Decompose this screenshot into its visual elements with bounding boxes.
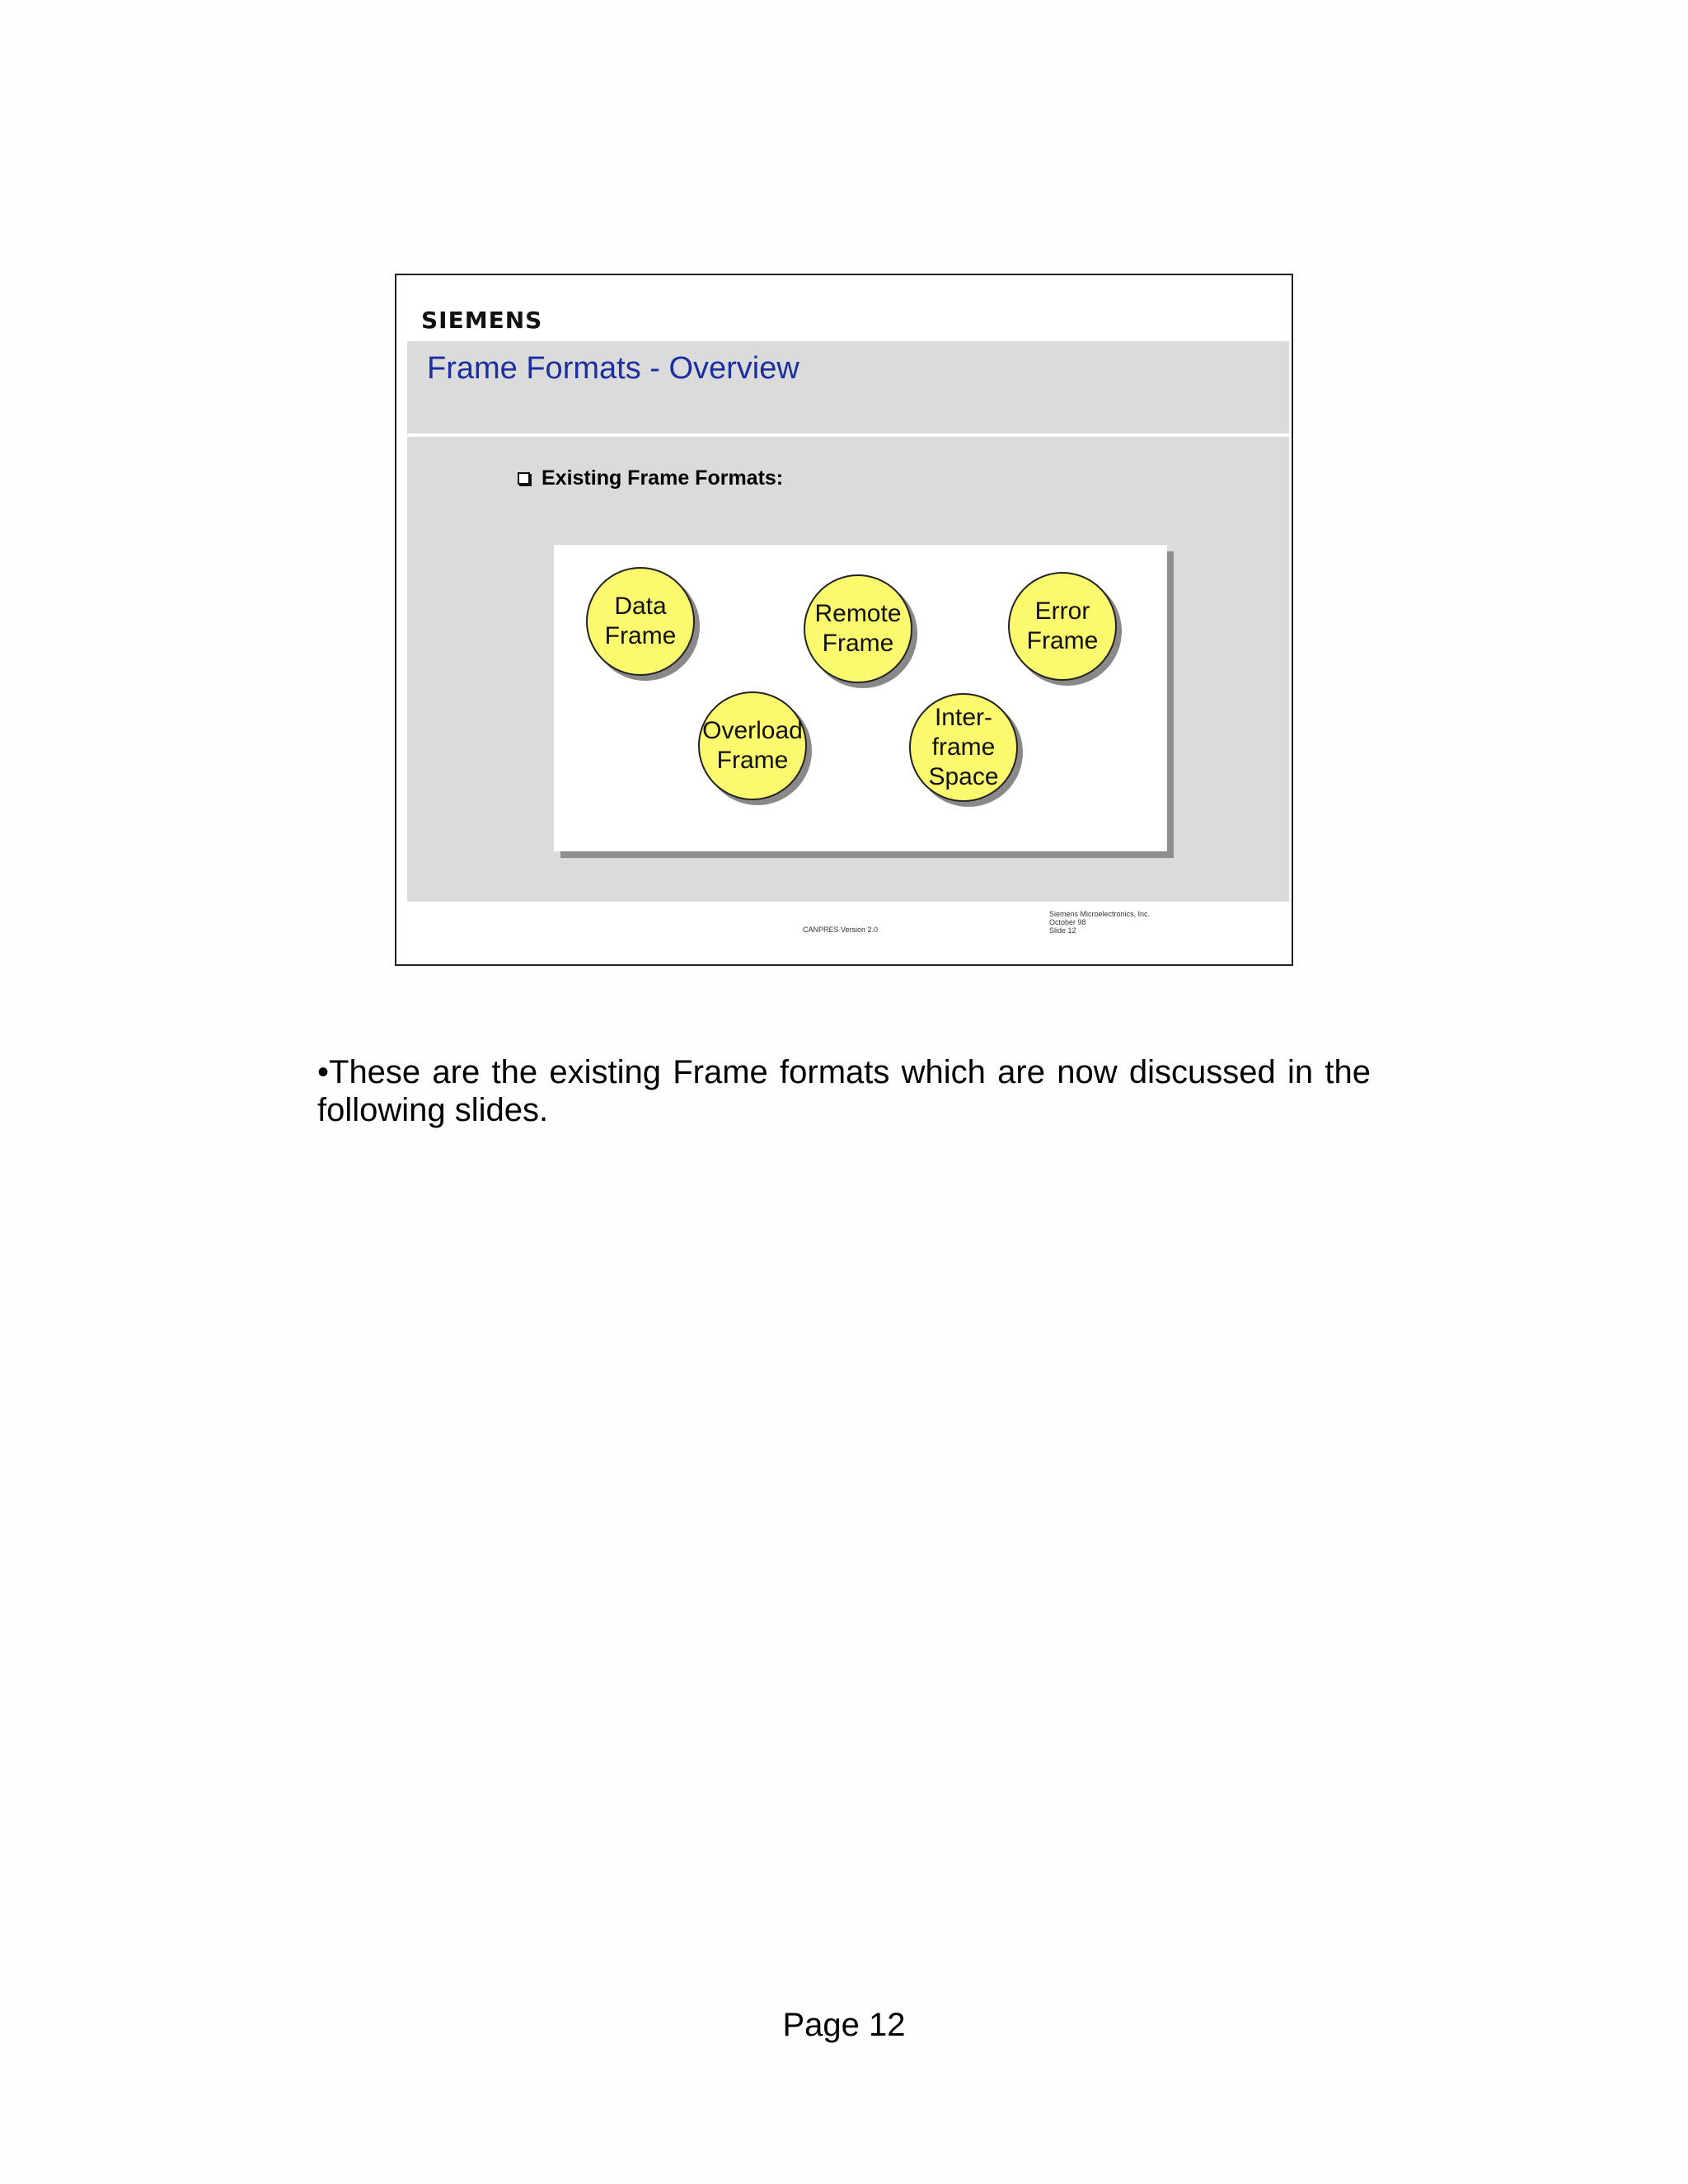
data-frame-label: Data Frame (604, 593, 677, 649)
overload-frame-circle (698, 691, 807, 800)
error-frame-label: Error Frame (1026, 598, 1099, 654)
overload-frame-label: Overload Frame (702, 717, 803, 774)
footer-company: Siemens Microelectronics, Inc. (1049, 910, 1151, 918)
slide-frame (395, 274, 1293, 966)
footer-info (1049, 910, 1150, 935)
speaker-note: •These are the existing Frame formats which are now discussed in the following slides. (317, 1054, 1371, 1128)
content-band (407, 437, 1289, 902)
title-band (407, 341, 1289, 434)
error-frame-circle (1008, 572, 1117, 681)
footer-doc-version: CANPRES Version 2.0 (803, 926, 879, 934)
frame-formats-diagram (554, 545, 1167, 851)
footer-slide-number: Slide 12 (1049, 926, 1076, 935)
interframe-space-label: Inter- frame Space (928, 704, 999, 790)
interframe-space-circle (909, 693, 1018, 802)
footer-date: October 98 (1049, 918, 1086, 926)
remote-frame-circle (804, 574, 912, 683)
bullet-item (518, 466, 783, 490)
bullet-text: Existing Frame Formats: (542, 466, 784, 490)
remote-frame-label: Remote Frame (814, 600, 902, 657)
data-frame-circle (586, 567, 695, 676)
page-number: Page 12 (782, 2007, 906, 2043)
siemens-logo: SIEMENS (421, 307, 543, 334)
slide-title: Frame Formats - Overview (427, 351, 799, 386)
checkbox-icon (518, 472, 530, 485)
